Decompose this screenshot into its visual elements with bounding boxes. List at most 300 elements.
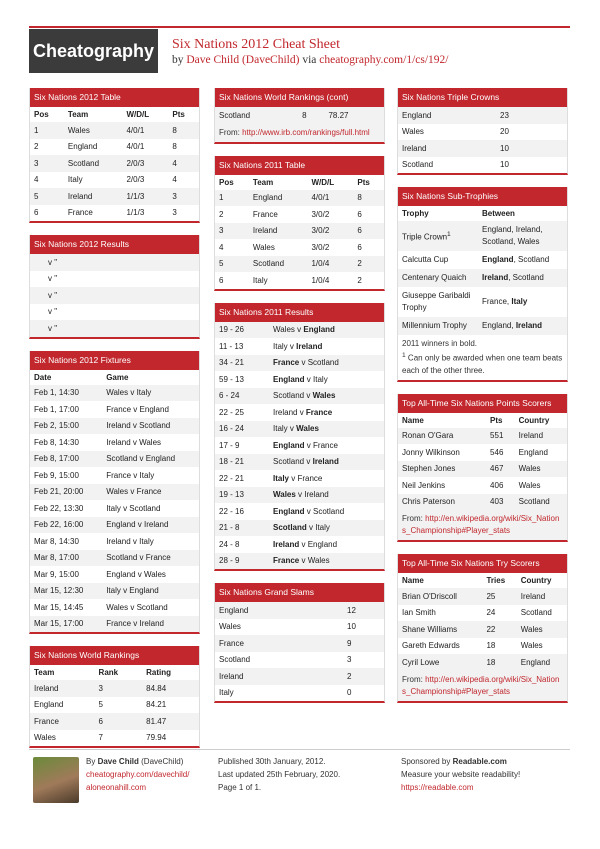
author-site-link[interactable]: aloneonahill.com [86, 783, 147, 792]
table-row [215, 536, 384, 553]
grand-slams-section [214, 583, 385, 703]
match-teams [269, 371, 384, 388]
team-away: France [297, 473, 323, 483]
table-row [215, 355, 384, 372]
versus-separator: v [299, 358, 308, 368]
section-title: Top All-Time Six Nations Try Scorers [398, 554, 567, 573]
table-row [30, 517, 199, 534]
trophy-name [398, 287, 478, 317]
table-cell: 403 [486, 494, 515, 511]
table-row [30, 583, 199, 600]
table-cell: 10 [500, 160, 509, 170]
team-home: Scotland [273, 523, 307, 533]
footer-sponsor [401, 755, 520, 794]
table-cell: Ireland [215, 668, 343, 685]
match-teams [269, 421, 384, 438]
table-row [398, 124, 567, 141]
sponsor-label: Sponsored by [401, 757, 453, 766]
footnote-text: Can only be awarded when one team beats each of the other three. [402, 353, 563, 375]
trophy-teams [478, 317, 567, 335]
column-header: Pts [357, 177, 370, 187]
table-cell: Wales v Scotland [106, 602, 168, 612]
team-text: , Scotland [508, 273, 544, 282]
team-home: England [273, 374, 305, 384]
team-away: France [305, 407, 333, 417]
column-header: Pos [34, 110, 49, 119]
points-scorers [398, 413, 567, 511]
table-cell: 3/0/2 [311, 242, 330, 252]
table-cell: Scotland [402, 160, 434, 170]
table-cell: 5 [30, 188, 64, 205]
table-cell: Scotland [515, 494, 567, 511]
world-rankings-cont [215, 107, 384, 124]
table-cell: England [249, 190, 308, 207]
match-score: 22 - 21 [219, 473, 244, 483]
fixtures-2012 [30, 370, 199, 633]
source-note [398, 510, 567, 540]
versus-separator: v [304, 506, 314, 516]
table-cell: Ireland [398, 140, 496, 157]
published-date: Published 30th January, 2012. [218, 757, 326, 766]
table-row [215, 685, 384, 702]
trophy-label: Giuseppe Garibaldi Trophy [402, 291, 471, 312]
table-cell: England v Ireland [102, 517, 199, 534]
table-cell: 546 [490, 447, 504, 457]
table-cell: Wales [219, 622, 241, 632]
table-cell: 18 [482, 654, 516, 671]
sub-trophies [398, 206, 567, 335]
table-row [30, 188, 199, 205]
match-score: 19 - 13 [215, 487, 269, 504]
table-cell: England [518, 447, 548, 457]
table-row [30, 172, 199, 189]
table-cell: Feb 1, 17:00 [34, 404, 79, 414]
table-cell: 3 [30, 155, 64, 172]
team-away: Ireland [304, 490, 329, 500]
table-cell: Mar 15, 14:45 [34, 602, 84, 612]
column-header: Team [252, 177, 274, 187]
table-row [30, 304, 199, 321]
team-home: France [273, 358, 300, 368]
table-cell: 23 [496, 107, 567, 124]
table-cell: Mar 15, 12:30 [30, 583, 102, 600]
team-home: Wales [273, 490, 296, 500]
match-teams [269, 536, 384, 553]
winner-team: Ireland [482, 273, 509, 282]
versus-separator: v [287, 341, 297, 351]
source-link[interactable]: http://en.wikipedia.org/wiki/Six_Nations_Championship#Player_stats [402, 674, 560, 696]
table-cell: 3 [347, 655, 352, 665]
column-header: Pts [172, 110, 185, 119]
table-cell: 3/0/2 [311, 209, 330, 219]
trophy-teams [478, 251, 567, 269]
team-away: Italy [315, 523, 330, 533]
table-row [398, 654, 567, 671]
table-cell: Scotland [520, 608, 552, 618]
versus-separator: v [304, 391, 313, 401]
column-header: Game [106, 372, 129, 382]
section-title: Six Nations 2012 Results [30, 235, 199, 254]
team-home: Wales [273, 325, 295, 335]
table-cell: Scotland [249, 256, 308, 273]
table-cell: Gareth Edwards [402, 641, 460, 651]
table-cell: Wales [515, 461, 567, 478]
table-2012-section [29, 88, 200, 223]
author-avatar [33, 757, 79, 803]
table-row [215, 454, 384, 471]
table-row [215, 437, 384, 454]
winner-team: Ireland [515, 321, 543, 330]
source-link[interactable]: http://en.wikipedia.org/wiki/Six_Nations_Championship#Player_stats [402, 514, 560, 536]
team-away: Wales [307, 556, 330, 566]
table-cell: 6 [357, 209, 362, 219]
table-row [215, 272, 384, 289]
table-cell: Scotland [215, 107, 298, 124]
table-row [30, 467, 199, 484]
trophy-label: Centenary Quaich [402, 273, 467, 282]
versus-separator: v [295, 490, 305, 500]
table-cell: Wales v France [102, 484, 199, 501]
team-away: Ireland [312, 457, 339, 467]
table-cell: 3 [215, 223, 249, 240]
match-teams [269, 470, 384, 487]
table-cell: 4 [172, 175, 177, 185]
table-row [30, 139, 199, 156]
trophy-label: Triple Crown [402, 232, 448, 242]
table-cell: 0 [347, 688, 352, 698]
header-rule [29, 26, 570, 28]
table-row [30, 697, 199, 714]
source-label: From: [402, 674, 426, 684]
world-rankings-section [29, 646, 200, 748]
table-row [215, 421, 384, 438]
team-home: England [273, 506, 305, 516]
table-row [398, 477, 567, 494]
table-row [30, 122, 199, 139]
footer-dates [218, 755, 340, 794]
column-1 [29, 88, 200, 760]
table-cell: Jonny Wilkinson [402, 447, 460, 457]
team-away: Wales [312, 391, 336, 401]
column-header: Team [67, 110, 89, 119]
table-row [215, 553, 384, 570]
versus-separator: v [299, 556, 308, 566]
table-row [215, 338, 384, 355]
table-cell: Ireland [517, 588, 567, 605]
table-cell: Cyril Lowe [398, 654, 482, 671]
table-cell: Brian O'Driscoll [398, 588, 482, 605]
try-scorers [398, 573, 567, 671]
table-cell: 2/0/3 [126, 175, 145, 185]
versus-separator: v [304, 440, 314, 450]
world-rankings [30, 665, 199, 746]
sponsor-link[interactable]: https://readable.com [401, 783, 474, 792]
sub-trophies-notes [398, 335, 567, 380]
footer-handle: (DaveChild) [138, 757, 184, 766]
team-home: Ireland [273, 539, 300, 549]
versus-separator: v [306, 523, 316, 533]
table-cell: 3 [172, 208, 177, 218]
table-cell: 84.21 [146, 700, 167, 710]
winners-note: 2011 winners in bold. [402, 339, 478, 348]
table-cell: 2 [219, 209, 224, 219]
table-row [30, 599, 199, 616]
table-cell: 5 [215, 256, 249, 273]
table-cell: 8 [298, 107, 324, 124]
column-header: Rank [98, 668, 119, 677]
table-cell: Feb 1, 14:30 [30, 385, 102, 402]
fixtures-2012-section [29, 351, 200, 635]
table-cell: Scotland v France [102, 550, 199, 567]
table-cell: 2 [357, 275, 362, 285]
table-row [398, 494, 567, 511]
versus-separator: v [304, 457, 313, 467]
table-cell: 10 [496, 140, 567, 157]
table-cell: 6 [353, 223, 384, 240]
team-home: Italy [273, 341, 288, 351]
sub-trophies-section [397, 187, 568, 382]
table-cell: 406 [490, 480, 504, 490]
table-cell: Ireland [515, 428, 567, 445]
table-cell: Wales [402, 127, 424, 137]
table-2012 [30, 107, 199, 221]
table-row [30, 205, 199, 222]
table-row [215, 503, 384, 520]
table-row [30, 155, 199, 172]
match-teams [269, 553, 384, 570]
cheatography-logo[interactable]: Cheatography [29, 29, 158, 73]
result-entry: v " [48, 274, 58, 284]
table-row [215, 652, 384, 669]
table-cell: 8 [168, 122, 199, 139]
table-cell: 4/0/1 [307, 190, 353, 207]
table-row [398, 621, 567, 638]
team-away: England [307, 539, 338, 549]
table-cell: Mar 15, 17:00 [30, 616, 102, 633]
winner-team: Italy [511, 297, 528, 306]
column-header: Date [34, 372, 52, 382]
match-score: 6 - 24 [215, 388, 269, 405]
table-cell: Italy [252, 275, 268, 285]
byline-by: by [172, 54, 184, 66]
table-cell: 9 [343, 635, 384, 652]
trophy-label: Millennium Trophy [402, 321, 467, 330]
table-row [215, 256, 384, 273]
table-cell: 84.84 [142, 680, 199, 697]
author-link[interactable]: Dave Child (DaveChild) [186, 54, 300, 66]
table-cell: Scotland [219, 655, 251, 665]
sponsor-tagline: Measure your website readability! [401, 770, 521, 779]
table-cell: Feb 8, 14:30 [34, 437, 79, 447]
match-score: 28 - 9 [215, 553, 269, 570]
trophy-label: Calcutta Cup [402, 255, 449, 264]
match-teams [269, 404, 384, 421]
table-2011-section [214, 156, 385, 291]
column-header: W/D/L [126, 110, 150, 119]
trophy-teams [478, 269, 567, 287]
sheet-url-link[interactable]: cheatography.com/1/cs/192/ [319, 54, 449, 66]
table-cell: Italy v Scotland [106, 503, 161, 513]
column-header: Pts [490, 415, 503, 425]
table-row [215, 619, 384, 636]
team-away: Italy [313, 374, 328, 384]
table-cell: 12 [343, 602, 384, 619]
column-header: Team [34, 668, 55, 677]
results-2011 [215, 322, 384, 570]
column-header: Country [520, 576, 552, 586]
table-cell: England [398, 107, 496, 124]
table-cell: Mar 8, 17:00 [30, 550, 102, 567]
table-row [398, 157, 567, 174]
team-away: England [303, 325, 335, 335]
source-note [398, 671, 567, 701]
team-home: France [273, 556, 300, 566]
author-profile-link[interactable]: cheatography.com/davechild/ [86, 770, 190, 779]
table-cell: Feb 2, 15:00 [30, 418, 102, 435]
match-score: 21 - 8 [215, 520, 269, 537]
table-cell: Wales v Italy [102, 385, 199, 402]
table-row [30, 287, 199, 304]
team-away: Scotland [313, 506, 345, 516]
table-cell: 1 [215, 190, 249, 207]
match-teams [269, 454, 384, 471]
try-scorers-section [397, 554, 568, 703]
table-cell: Ireland [249, 223, 308, 240]
team-home: England [273, 440, 305, 450]
table-row [215, 223, 384, 240]
result-entry: v " [30, 287, 199, 304]
table-cell: Feb 8, 17:00 [30, 451, 102, 468]
table-cell: 3 [168, 188, 199, 205]
table-row [398, 269, 567, 287]
table-cell: 1/1/3 [126, 208, 145, 218]
table-row [398, 461, 567, 478]
table-row [215, 371, 384, 388]
table-cell: 551 [486, 428, 515, 445]
table-cell: Ireland v Scotland [102, 418, 199, 435]
table-row [30, 484, 199, 501]
table-cell: 3/0/2 [307, 223, 353, 240]
table-cell: 1/0/4 [307, 256, 353, 273]
versus-separator: v [304, 374, 314, 384]
table-cell: 78.27 [324, 107, 384, 124]
section-title: Six Nations Triple Crowns [398, 88, 567, 107]
table-cell: France v England [106, 404, 169, 414]
table-row [215, 239, 384, 256]
table-row [30, 385, 199, 402]
table-row [215, 322, 384, 339]
match-teams [269, 437, 384, 454]
table-cell: Neil Jenkins [402, 480, 446, 490]
page-title: Six Nations 2012 Cheat Sheet [172, 37, 340, 52]
table-row [215, 470, 384, 487]
footer-author-name: Dave Child [97, 757, 139, 766]
table-cell: Scotland [64, 155, 123, 172]
trophy-teams [478, 221, 567, 251]
table-cell: Ireland v Italy [106, 536, 154, 546]
triple-crowns-section [397, 88, 568, 175]
table-cell: France [252, 209, 278, 219]
table-cell: Scotland v England [102, 451, 199, 468]
column-header: Name [402, 415, 424, 425]
source-link[interactable]: http://www.irb.com/rankings/full.html [242, 127, 370, 137]
section-title: Six Nations 2012 Table [30, 88, 199, 107]
byline [172, 54, 448, 66]
versus-separator: v [297, 407, 306, 417]
table-cell: 81.47 [142, 713, 199, 730]
team-away: France [313, 440, 338, 450]
team-text: France, [482, 297, 512, 306]
table-cell: Ireland [64, 188, 123, 205]
team-away: Wales [296, 424, 319, 434]
column-header: Between [482, 209, 515, 218]
page-number: Page 1 of 1. [218, 783, 262, 792]
table-cell: 4 [219, 242, 224, 252]
footnote-marker: 1 [402, 352, 406, 359]
column-header: Trophy [402, 209, 429, 218]
table-row [215, 635, 384, 652]
table-2011 [215, 175, 384, 289]
table-row [215, 404, 384, 421]
points-scorers-section [397, 394, 568, 543]
table-row [30, 434, 199, 451]
table-cell: 8 [353, 190, 384, 207]
table-cell: 8 [172, 142, 177, 152]
section-title: Six Nations World Rankings (cont) [215, 88, 384, 107]
section-title: Six Nations 2011 Results [215, 303, 384, 322]
table-cell: Wales [64, 122, 123, 139]
table-row [30, 730, 199, 747]
table-cell: 20 [500, 127, 509, 137]
table-cell: England [517, 654, 567, 671]
table-cell: 22 [482, 621, 516, 638]
trophy-name [398, 317, 478, 335]
team-home: Scotland [273, 391, 305, 401]
versus-separator: v [289, 473, 298, 483]
match-score: 24 - 8 [219, 539, 240, 549]
result-entry: v " [30, 320, 199, 337]
table-row [398, 638, 567, 655]
section-title: Top All-Time Six Nations Points Scorers [398, 394, 567, 413]
match-score: 22 - 16 [219, 506, 244, 516]
table-row [30, 254, 199, 271]
byline-via: via [302, 54, 317, 66]
column-header: Tries [486, 576, 506, 586]
source-label: From: [219, 127, 243, 137]
table-cell: Mar 9, 15:00 [34, 569, 79, 579]
table-cell: Stephen Jones [398, 461, 486, 478]
footer-rule [29, 749, 570, 750]
match-score: 19 - 26 [215, 322, 269, 339]
table-cell: 3 [95, 680, 143, 697]
match-teams [269, 355, 384, 372]
table-cell: 4 [34, 175, 39, 185]
versus-separator: v [287, 424, 297, 434]
table-cell: England [34, 700, 64, 710]
table-cell: 25 [482, 588, 516, 605]
table-cell: England [215, 602, 343, 619]
results-2011-section [214, 303, 385, 572]
column-header: Rating [146, 668, 172, 677]
table-cell: Ireland v Wales [106, 437, 162, 447]
table-row [398, 588, 567, 605]
grand-slams [215, 602, 384, 701]
section-title: Six Nations 2012 Fixtures [30, 351, 199, 370]
table-row [30, 616, 199, 633]
table-row [30, 320, 199, 337]
column-header: W/D/L [311, 177, 335, 187]
table-row [215, 487, 384, 504]
